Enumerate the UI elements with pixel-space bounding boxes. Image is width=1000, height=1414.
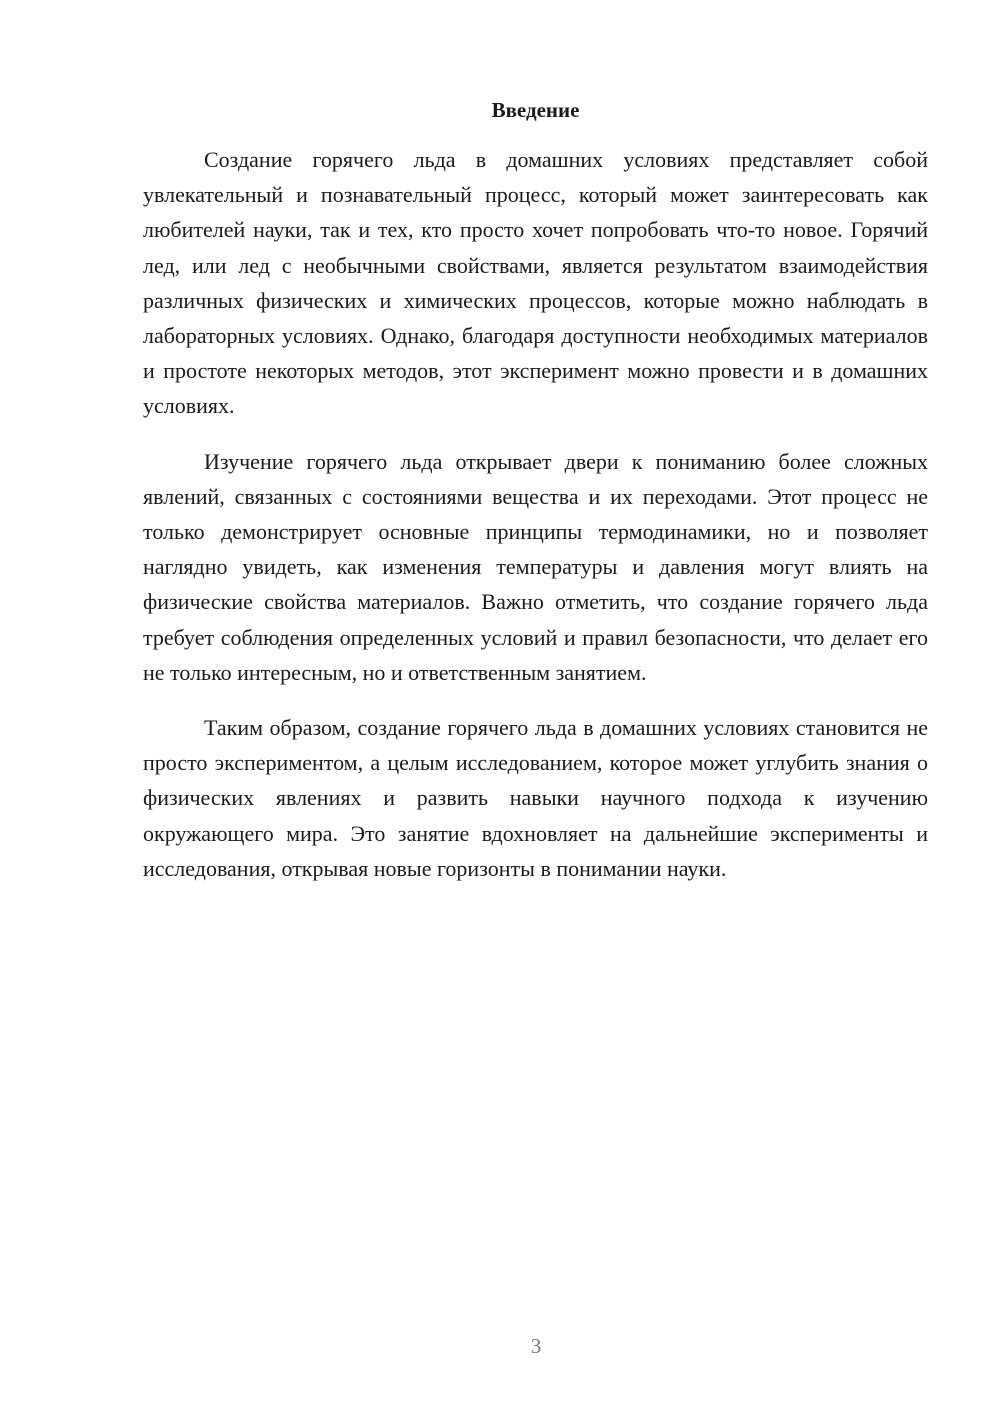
page-number: 3 xyxy=(530,1334,542,1358)
paragraph-1: Создание горячего льда в домашних условиях представляет собой увлекательный и познавательный процесс, который может заинтересовать как любителей науки, так и тех, кто просто хочет попробовать что-то новое. Горячий лед, или лед с необычными свойствами, является результатом взаимодействия различных физических и химических процессов, которые можно наблюдать в лабораторных условиях. Однако, благодаря доступности необходимых материалов и простоте некоторых методов, этот эксперимент можно провести и в домашних условиях. xyxy=(143,147,928,419)
paragraph-2: Изучение горячего льда открывает двери к пониманию более сложных явлений, связанных с состояниями вещества и их переходами. Этот процесс не только демонстрирует основные принципы термодинамики, но и позволяет наглядно увидеть, как изменения температуры и давления могут влиять на физические свойства материалов. Важно отметить, что создание горячего льда требует соблюдения определенных условий и правил безопасности, что делает его не только интересным, но и ответственным занятием. xyxy=(143,448,928,685)
paragraph-3: Таким образом, создание горячего льда в домашних условиях становится не просто экспериментом, а целым исследованием, которое может углубить знания о физических явлениях и развить навыки научного подхода к изучению окружающего мира. Это занятие вдохновляет на дальнейшие эксперименты и исследования, открывая новые горизонты в понимании науки. xyxy=(143,715,928,881)
page-content xyxy=(143,92,928,906)
section-heading: Введение xyxy=(491,98,580,122)
